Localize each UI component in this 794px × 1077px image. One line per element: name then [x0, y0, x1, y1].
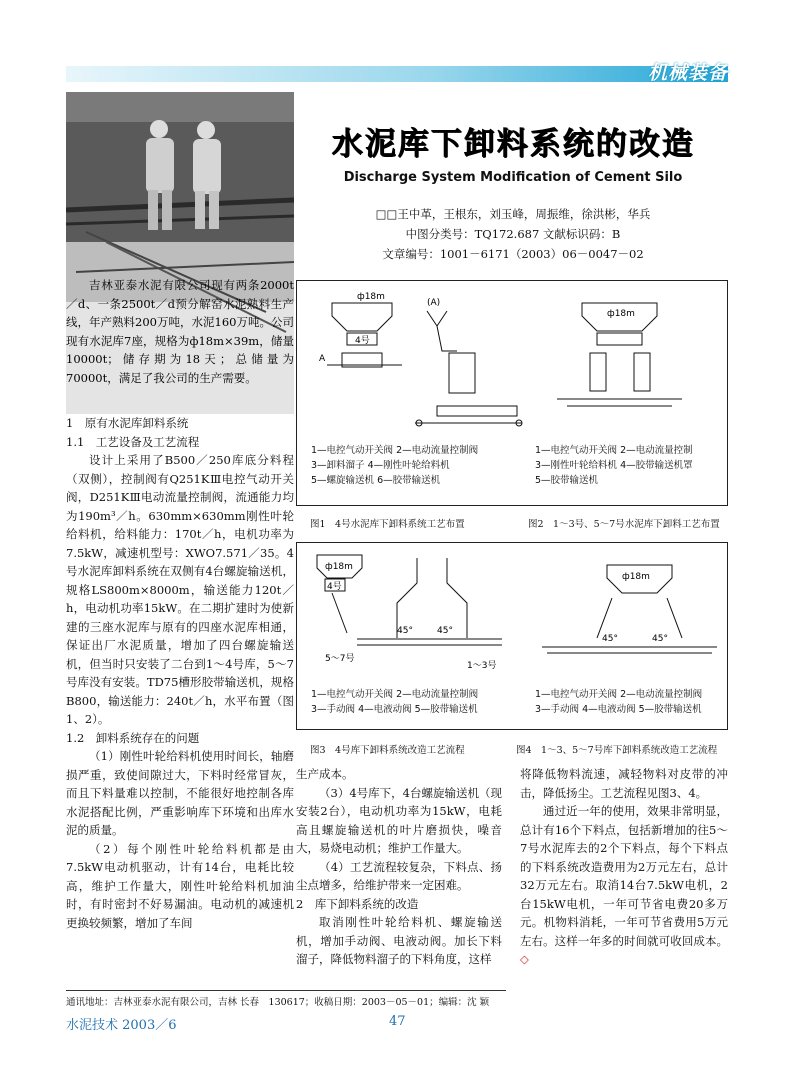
feeder-right [634, 353, 650, 391]
legend-line: 3—卸料溜子 4—刚性叶轮给料机 [311, 460, 450, 471]
article-number: 文章编号：1001－6171（2003）06－0047－02 [382, 247, 644, 261]
intro-paragraph [66, 276, 294, 387]
column-3 [520, 765, 728, 969]
legend-line: 1—电控气动开关阀 2—电动流量控制阀 [535, 689, 703, 700]
article-title: 水泥库下卸料系统的改造 [331, 126, 695, 162]
paragraph: 取消刚性叶轮给料机、螺旋输送机，增加手动阀、电液动阀。加长下料溜子，降低物料溜子的下料角度，这样 [296, 915, 502, 966]
column-1 [66, 414, 294, 932]
heading-1-2: 1.2 卸料系统存在的问题 [66, 730, 200, 745]
screw-conveyor [437, 406, 517, 416]
feeder-section [449, 353, 475, 393]
paragraph: 生产成本。 [296, 767, 354, 781]
header-band [66, 66, 728, 82]
figure-4-caption: 图4 1～3、5～7号库下卸料系统改造工艺流程 [516, 745, 718, 756]
paragraph: 设计上采用了B500／250库底分料程（双侧），控制阀有Q251KⅢ电控气动开关阀，D251KⅢ电动流量控制阀，流通能力均为190m³／h。630mm×630mm刚性叶轮给料机，给料能力：170t／h，电机功率为7.5kW，减速机型号：XWO7.571／35。4号水泥库卸料系统在双侧有4台螺旋输送机，规格LS800m×8000m，输送能力120t／h，电动机功率15kW。在二期扩建时为使新建的三座水泥库与原有的四座水泥库相通，保证出厂水泥质量，增加了四台螺旋输送机，但当时只安装了二台到1～4号库，5～7号库没有安装。TD75槽形胶带输送机，规格B800，输送能力：240t／h，水平布置（图1、2）。 [66, 453, 294, 726]
heading-1-1: 1.1 工艺设备及工艺流程 [66, 434, 200, 449]
section-marker: A [319, 354, 326, 364]
figure-1-legend [311, 443, 478, 488]
legend-line: 3—手动阀 4—电液动阀 5—胶带输送机 [535, 704, 702, 715]
angle-label: 45° [602, 634, 618, 644]
legend-line: 1—电控气动开关阀 2—电动流量控制 [535, 445, 693, 456]
paragraph: （1）刚性叶轮给料机使用时间长，轴磨损严重，致使间隙过大，下料时经常冒灰，而且下料量难以控制，不能很好地控制各库水泥搭配比例，严重影响库下环境和出库水泥的质量。 [66, 749, 294, 837]
section-tag: 机械装备 [647, 62, 728, 84]
footer-note: 通讯地址：吉林亚泰水泥有限公司，吉林 长春 130617；收稿日期：2003－05－01；编辑：沈 颖 [66, 997, 490, 1008]
legend-line: 3—刚性叶轮给料机 4—胶带输送机罩 [535, 460, 693, 471]
silo-number-label: 4号 [327, 582, 342, 592]
silo-diameter-label: ф18m [622, 572, 650, 582]
legend-line: 5—螺旋输送机 6—胶带输送机 [311, 475, 441, 486]
paragraph: （3）4号库下，4台螺旋输送机（现安装2台），电动机功率为15kW，电耗高且螺旋输送机的叶片磨损快，噪音大，易烧电动机；维护工作量大。 [296, 785, 502, 855]
chute [332, 593, 347, 633]
paragraph: （2）每个刚性叶轮给料机都是由7.5kW电动机驱动，计有14台，电耗比较高，维护工作量大，刚性叶轮给料机加油时，有时密封不好易漏油。电动机的减速机更换较频繁，增加了车间 [66, 841, 294, 930]
legend-line: 1—电控气动开关阀 2—电动流量控制阀 [311, 445, 479, 456]
section-label: (A) [427, 298, 441, 308]
silo-number-label: 4号 [355, 336, 370, 346]
heading-1: 1 原有水泥库卸料系统 [66, 416, 189, 430]
silo-shape [332, 303, 392, 331]
destination-label: 5～7号 [325, 654, 355, 664]
column-2 [296, 765, 502, 969]
legend-line: 5—胶带输送机 [535, 475, 599, 486]
chute-right [667, 598, 682, 638]
heading-2: 2 库下卸料系统的改造 [296, 896, 419, 911]
paragraph: 将降低物料流速，减轻物料对皮带的冲击，降低扬尘。工艺流程见图3、4。 [520, 767, 728, 800]
angle-label: 45° [397, 626, 413, 636]
authors: □□王中革，王根东，刘玉峰，周振维，徐洪彬，华兵 [375, 207, 651, 221]
figure-1-2-diagram [297, 281, 729, 441]
figure-1-caption: 图1 4号水泥库下卸料系统工艺布置 [310, 519, 465, 530]
legend-line: 1—电控气动开关阀 2—电动流量控制阀 [311, 689, 479, 700]
chute [427, 311, 457, 351]
journal-name: 水泥技术 2003／6 [66, 1018, 177, 1033]
legend-line: 3—手动阀 4—电液动阀 5—胶带输送机 [311, 704, 478, 715]
figure-3-caption: 图3 4号库下卸料系统改造工艺流程 [310, 745, 465, 756]
page-number: 47 [389, 1014, 406, 1029]
figure-2-caption: 图2 1～3号、5～7号水泥库下卸料工艺布置 [528, 519, 720, 530]
chute-left [597, 598, 612, 638]
silo-outlet [597, 333, 642, 345]
paragraph [520, 802, 728, 969]
angle-label: 45° [652, 634, 668, 644]
footer-rule [66, 990, 506, 991]
destination-label: 1～3号 [467, 661, 497, 671]
figure-3-4-diagram [297, 543, 729, 683]
figure-box-1-2 [296, 280, 728, 506]
paragraph: （4）工艺流程较复杂，下料点、扬尘点增多，给维护带来一定困难。 [296, 859, 502, 892]
intro-text: 吉林亚泰水泥有限公司现有两条2000t／d、一条2500t／d预分解窑水泥熟料生产线，年产熟料200万吨，水泥160万吨。公司现有水泥库7座，规格为ф18m×39m，储量10000t；储存期为18天；总储量为70000t，满足了我公司的生产需要。 [66, 278, 294, 385]
figure-2-legend [535, 443, 693, 488]
classification: 中图分类号：TQ172.687 文献标识码：B [405, 227, 621, 241]
article-subtitle: Discharge System Modification of Cement Silo [343, 170, 683, 185]
silo-diameter-label: ф18m [325, 562, 353, 572]
feeder-left [590, 353, 606, 391]
figure-box-3-4 [296, 542, 728, 730]
end-mark-icon: ◇ [520, 952, 529, 966]
angle-label: 45° [437, 626, 453, 636]
paragraph-text: 通过近一年的使用，效果非常明显，总计有16个下料点，包括新增加的往5～7号水泥库去的2个下料点，每个下料点的下料系统改造费用为2万元左右，总计32万元左右。取消14台7.5kW电机，2台15kW电机，一年可节省电费20多万元。机物料消耗，一年可节省费用5万元左右。这样一年多的时间就可收回成本。 [520, 804, 728, 948]
figure-4-legend [535, 687, 702, 717]
silo-diameter-label: ф18m [607, 309, 635, 319]
figure-3-legend [311, 687, 478, 717]
silo-diameter-label: ф18m [357, 292, 385, 302]
